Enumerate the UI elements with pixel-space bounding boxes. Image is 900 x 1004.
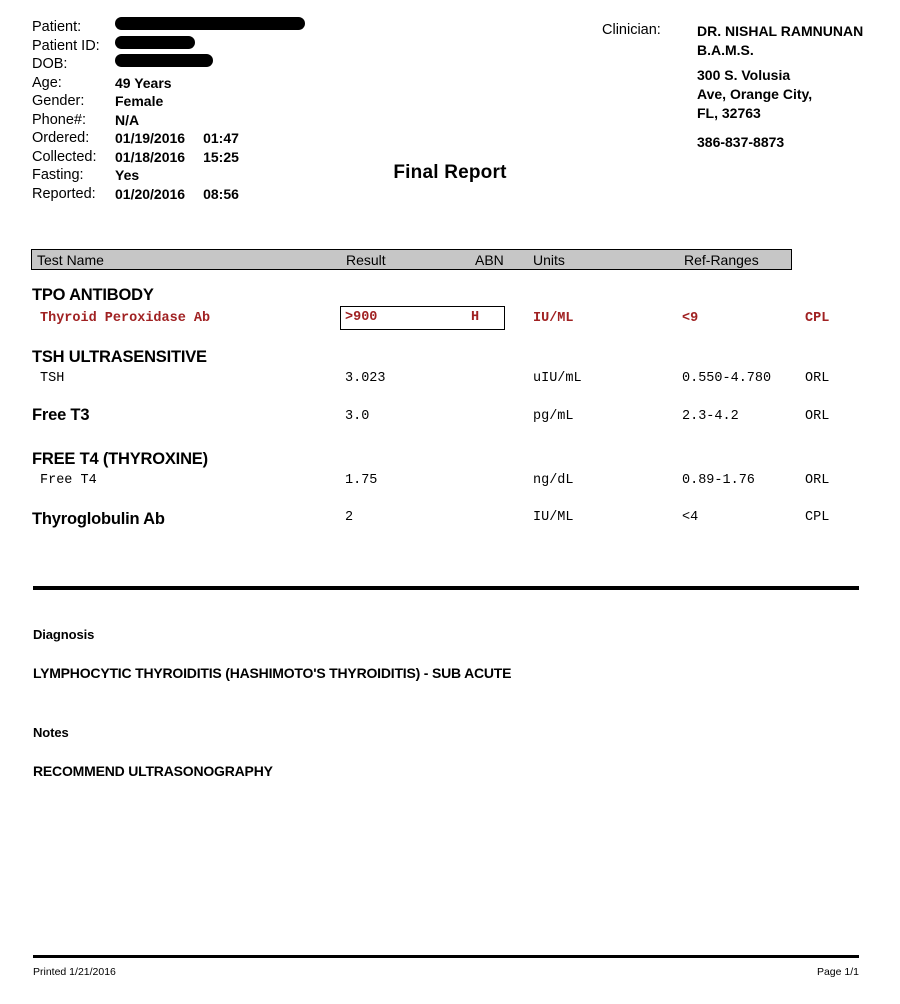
table-row xyxy=(0,409,900,429)
demographics-row xyxy=(32,92,362,111)
clinician-name-line1: DR. NISHAL RAMNUNAN xyxy=(697,23,864,39)
column-header-test-name: Test Name xyxy=(37,252,104,268)
redacted-value xyxy=(115,17,305,30)
units-value: pg/mL xyxy=(533,409,574,424)
demographics-label: Reported: xyxy=(32,185,96,202)
ref-range-value: 0.550-4.780 xyxy=(682,371,772,386)
ref-range-value: <9 xyxy=(682,311,699,326)
result-value: 3.0 xyxy=(345,409,370,424)
demographics-label: Patient: xyxy=(32,19,82,35)
clinician-address-line1: 300 S. Volusia xyxy=(697,67,791,83)
footer-printed-date: Printed 1/21/2016 xyxy=(33,966,116,978)
notes-text: RECOMMEND ULTRASONOGRAPHY xyxy=(33,763,273,779)
demographics-value-time: 15:25 xyxy=(203,148,239,165)
demographics-label: Age: xyxy=(32,74,62,91)
footer-page-number: Page 1/1 xyxy=(816,966,859,978)
column-header-units: Units xyxy=(533,252,565,268)
units-value: ng/dL xyxy=(533,473,574,488)
demographics-label: Fasting: xyxy=(32,167,84,183)
demographics-label: DOB: xyxy=(32,56,68,72)
test-group-title: TSH ULTRASENSITIVE xyxy=(32,348,207,366)
column-header-abn: ABN xyxy=(475,252,504,268)
demographics-value: Yes xyxy=(115,167,140,183)
lab-code: CPL xyxy=(805,510,830,525)
ref-range-value: <4 xyxy=(682,510,699,525)
clinician-label: Clinician: xyxy=(602,22,661,38)
ref-range-value: 0.89-1.76 xyxy=(682,473,755,488)
clinician-address-line2: Ave, Orange City, xyxy=(697,86,813,102)
analyte-name: TSH xyxy=(40,371,65,386)
units-value: uIU/mL xyxy=(533,371,582,386)
lab-code: ORL xyxy=(805,473,830,488)
clinician-name-line2: B.A.M.S. xyxy=(697,42,754,58)
demographics-row xyxy=(32,129,362,148)
footer-divider xyxy=(33,955,859,958)
results-table-header xyxy=(31,249,792,270)
demographics-row xyxy=(32,18,362,37)
analyte-name: Free T4 xyxy=(40,473,97,488)
section-divider xyxy=(33,586,859,590)
units-value: IU/ML xyxy=(533,510,574,525)
test-group-title: TPO ANTIBODY xyxy=(32,286,154,304)
demographics-row xyxy=(32,111,362,130)
demographics-label: Phone#: xyxy=(32,111,87,128)
diagnosis-text: LYMPHOCYTIC THYROIDITIS (HASHIMOTO'S THYROIDITIS) - SUB ACUTE xyxy=(33,665,512,681)
abn-flag: H xyxy=(471,310,480,325)
notes-label: Notes xyxy=(33,725,69,740)
demographics-value: 49 Years xyxy=(115,74,172,91)
demographics-row xyxy=(32,74,362,93)
demographics-label: Ordered: xyxy=(32,130,90,146)
clinician-details xyxy=(697,22,887,152)
demographics-value-time: 08:56 xyxy=(203,185,239,202)
table-row xyxy=(0,311,900,331)
demographics-row xyxy=(32,37,362,56)
clinician-address-line3: FL, 32763 xyxy=(697,105,761,121)
diagnosis-label: Diagnosis xyxy=(33,627,95,642)
test-group-title: FREE T4 (THYROXINE) xyxy=(32,450,208,468)
demographics-label: Gender: xyxy=(32,93,85,109)
demographics-value: 01/20/2016 xyxy=(115,185,186,202)
result-value: 2 xyxy=(345,510,354,525)
demographics-label: Collected: xyxy=(32,148,97,165)
table-row xyxy=(0,473,900,493)
demographics-label: Patient ID: xyxy=(32,37,100,54)
test-group-title: Free T3 xyxy=(32,406,90,424)
units-value: IU/ML xyxy=(533,311,574,326)
column-header-ref-ranges: Ref-Ranges xyxy=(684,252,759,268)
lab-code: ORL xyxy=(805,371,830,386)
result-value: >900 xyxy=(345,310,378,325)
clinician-phone: 386-837-8873 xyxy=(697,134,785,150)
lab-code: CPL xyxy=(805,311,830,326)
lab-code: ORL xyxy=(805,409,830,424)
table-row xyxy=(0,371,900,391)
demographics-value: 01/18/2016 xyxy=(115,148,186,165)
page-title: Final Report xyxy=(393,162,507,183)
demographics-value: Female xyxy=(115,93,164,109)
table-row xyxy=(0,510,900,530)
column-header-result: Result xyxy=(346,252,386,268)
redacted-value xyxy=(115,54,213,67)
demographics-value: N/A xyxy=(115,111,140,128)
demographics-value: 01/19/2016 xyxy=(115,130,186,146)
redacted-value xyxy=(115,36,195,49)
demographics-row xyxy=(32,185,362,204)
analyte-name: Thyroid Peroxidase Ab xyxy=(40,311,211,326)
ref-range-value: 2.3-4.2 xyxy=(682,409,739,424)
demographics-value-time: 01:47 xyxy=(203,130,239,146)
result-value: 1.75 xyxy=(345,473,378,488)
test-group-title: Thyroglobulin Ab xyxy=(32,510,165,528)
abnormal-result-box xyxy=(340,306,505,330)
result-value: 3.023 xyxy=(345,371,386,386)
demographics-row xyxy=(32,55,362,74)
